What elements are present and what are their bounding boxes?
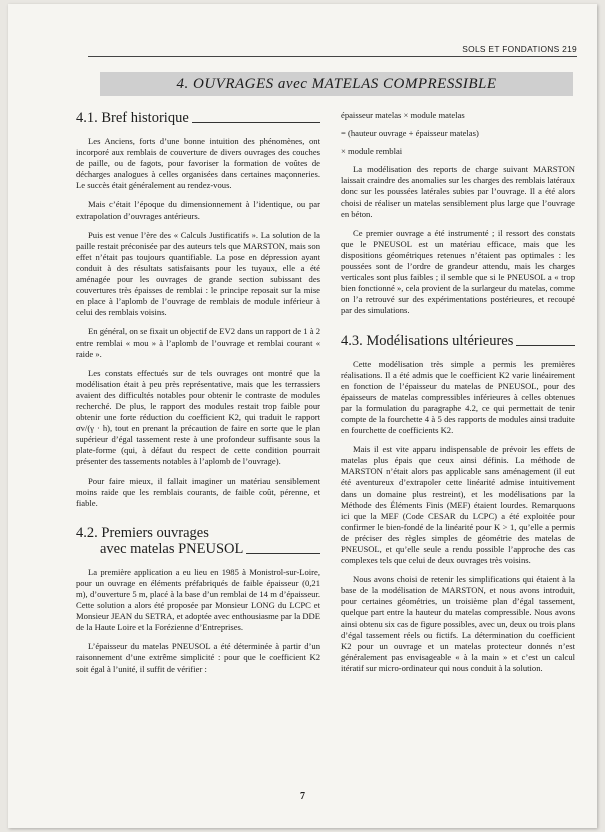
section-heading-4-3 (341, 333, 575, 349)
chapter-title: 4. OUVRAGES avec MATELAS COMPRESSIBLE (100, 72, 573, 96)
running-head: SOLS ET FONDATIONS 219 (88, 44, 577, 57)
paragraph: Mais il est vite apparu indispensable de prévoir les effets de matelas plus épais que ceux ainsi définis. La méthode de MARSTON n’était alors pas applicable sans aménagement (il eut été aventureux d’extrapoler cette linéarité admise intuitivement dans un domaine plus restreint), et les modélisations par la Méthode des Éléments Finis (MEF) étaient lourdes. Remarquons ici que la MEF (Code CESAR du LCPC) a été exploitée pour confirmer le bien-fondé de la linéarité pour K > 1, qu’elle a permis de préciser des règles simples de géométrie des matelas de PNEUSOL, et qu’elle seule a rendu possible l’approche des cas complexes tels que celui de deux ouvrages très voisins. (341, 444, 575, 566)
heading-rule (516, 345, 575, 346)
heading-rule (246, 553, 320, 554)
paragraph: Mais c’était l’époque du dimensionnement à l’identique, ou par extrapolation d’ouvrages antérieurs. (76, 199, 320, 221)
heading-rule (192, 122, 320, 123)
paragraph: La première application a eu lieu en 1985 à Monistrol-sur-Loire, pour un ouvrage en éléments préfabriqués de faible épaisseur (0,21 m), d’ouverture 5 m, placé à la base d’un remblai de 14 m d’épaisseur. Cette solution a alors été proposée par Monsieur LONG du LCPC et Monsieur JEAN du SETRA, et adoptée avec enthousiasme par la DDE de la Haute Loire et la Forézienne d’Entreprises. (76, 566, 320, 633)
formula-line: épaisseur matelas × module matelas (341, 110, 465, 120)
paragraph: Cette modélisation très simple a permis les premières réalisations. Il a été admis que le coefficient K2 varie linéairement en fonction de l’épaisseur du matelas de PNEUSOL, pour des épaisseurs de matelas compressibles inférieures à celles obtenues par la formulation du paragraphe 4.2, ce qui permettait de tenir compte de la fourchette 4 à 5 des rapports de modules ainsi traduite en fourchette de coefficients K2. (341, 358, 575, 436)
document-page (8, 4, 597, 828)
paragraph: Les constats effectués sur de tels ouvrages ont montré que la modélisation était à peu près représentative, mais que les terrassiers avaient des difficultés notables pour obtenir le contraste de modules recherché. De plus, le rapport des modules restait trop faible pour obtenir une forte réduction du coefficient K2, qui traduit le rapport σv/(γ · h), tout en prenant la précaution de faire en sorte que le plan supérieur d’égal tassement reste à une profondeur suffisante sous la plate-forme (qui, à défaut du respect de cette condition pourrait présenter des tassements notables à l’aplomb de l’ouvrage). (76, 367, 320, 467)
paragraph: Les Anciens, forts d’une bonne intuition des phénomènes, ont incorporé aux remblais de couverture de divers ouvrages des couches de paille, ou de fagots, pour favoriser la formation de voûtes de décharges analogues à celles organisées dans certaines maçonneries. Le succès était généralement au rendez-vous. (76, 136, 320, 191)
paragraph: Ce premier ouvrage a été instrumenté ; il ressort des constats que le PNEUSOL est un matériau efficace, mais que les dispositions géométriques retenues n’étaient pas optimales : les poussées sont de l’ordre de grandeur attendu, mais les charges verticales sont plus faibles ; il semble que si le PNEUSOL a « trop bien fonctionné », cela provient de la surlargeur du matelas, comme on l’a retrouvé sur des expérimentations postérieures, et recoupé par des simulations. (341, 227, 575, 316)
formula-line: × module remblai (341, 146, 403, 157)
paragraph: En général, on se fixait un objectif de EV2 dans un rapport de 1 à 2 entre remblai « mou » à l’aplomb de l’ouvrage et remblai courant « raide ». (76, 326, 320, 359)
page-number: 7 (300, 791, 305, 802)
section-heading-text-line2: avec matelas PNEUSOL (100, 540, 244, 557)
section-heading-text: 4.3. Modélisations ultérieures (341, 332, 514, 349)
section-heading-4-2 (76, 525, 320, 557)
right-column (341, 110, 575, 682)
section-heading-text: 4.1. Bref historique (76, 110, 189, 126)
section-heading-line2 (76, 541, 320, 557)
paragraph: Puis est venue l’ère des « Calculs Justificatifs ». La solution de la paille restait préconisée par des auteurs tels que MARSTON, mais son effet n’était pas toujours quantifiable. La pose en dépression ayant conduit à des résultats satisfaisants pour les tuyaux, elle a été aménagée pour les ouvrages de grande section subissant des couvertures très épaisses de remblai : le principe reposait sur la mise en place à l’aplomb de l’ouvrage de remblais de module inférieur à celui des remblais voisins. (76, 229, 320, 318)
formula-line: = (hauteur ouvrage + épaisseur matelas) (341, 128, 479, 139)
paragraph: Pour faire mieux, il fallait imaginer un matériau sensiblement moins raide que les remblais courants, de faible coût, pérenne, et fiable. (76, 475, 320, 508)
section-heading-4-1 (76, 110, 320, 126)
section-heading-text-line1: 4.2. Premiers ouvrages (76, 524, 209, 541)
paragraph: Nous avons choisi de retenir les simplifications qui étaient à la base de la modélisation de MARSTON, et nous avons introduit, pour certaines géométries, un troisième plan d’égal tassement, quelque part entre la hauteur du matelas compressible. Nous avons ainsi obtenu six cas de figure possibles, avec un, deux ou trois plans d’égal tassement réels ou fictifs. La détermination du coefficient K2 pour un ouvrage et un matelas protecteur donnés n’est généralement pas envisageable « à la main » et c’est un calcul itératif sur micro-ordinateur qui nous conduit à la solution. (341, 574, 575, 673)
paragraph: L’épaisseur du matelas PNEUSOL a été déterminée à partir d’un raisonnement d’une extrême simplicité : pour que le coefficient K2 soit égal à l’unité, il suffit de vérifier : (76, 641, 320, 674)
left-column (76, 110, 320, 683)
paragraph: La modélisation des reports de charge suivant MARSTON laissait craindre des anomalies sur les charges des remblais latéraux donc sur les poussées latérales subies par l’ouvrage. Il a été alors choisi de réaliser un matelas sensiblement plus large que l’ouvrage en béton. (341, 164, 575, 219)
